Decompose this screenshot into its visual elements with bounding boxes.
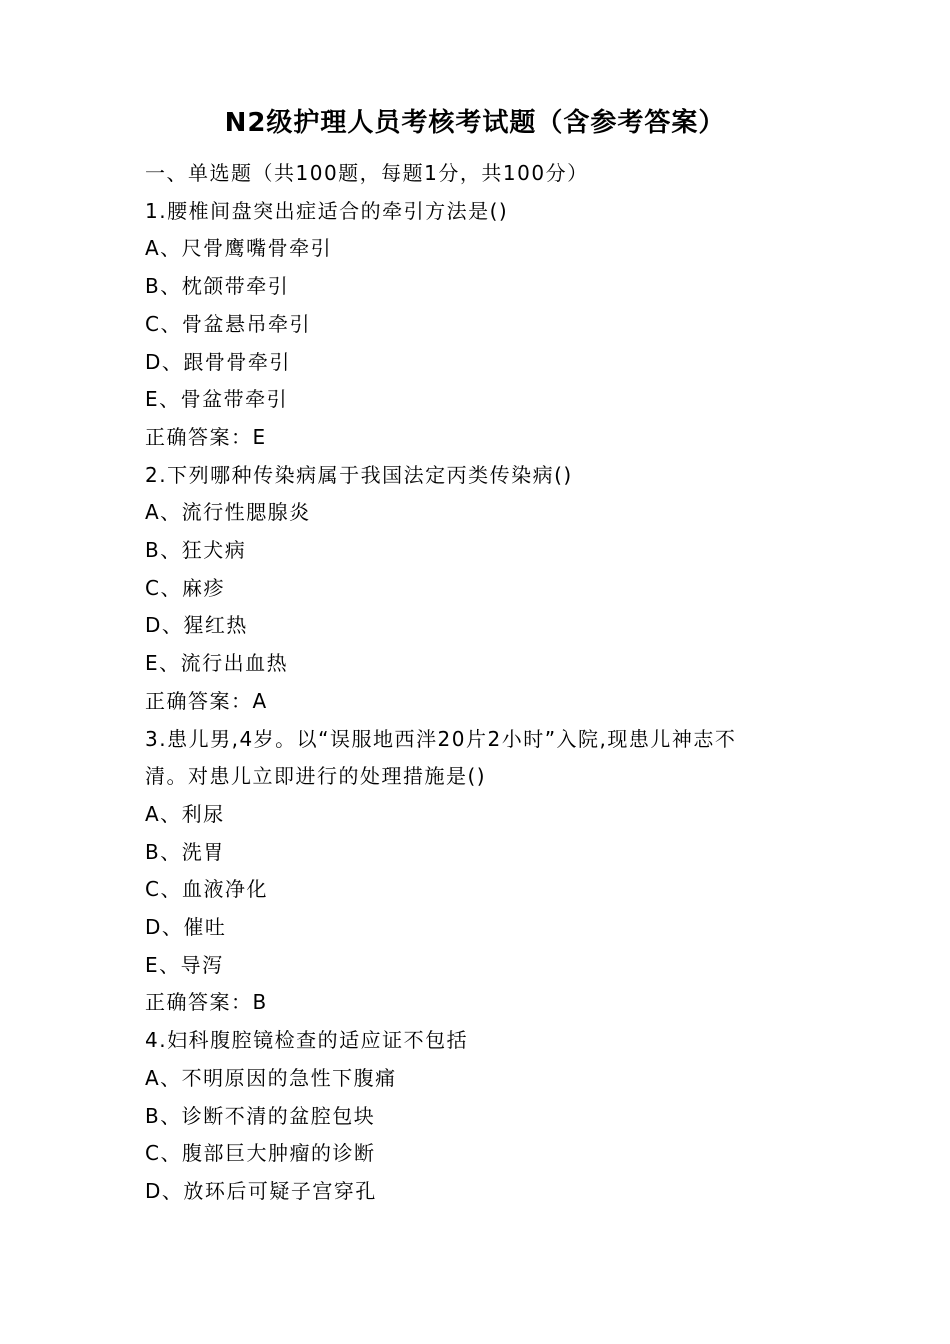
question-stem-line-1: 3.患儿男,4岁。以“误服地西泮20片2小时”入院,现患儿神志不 — [145, 726, 737, 751]
option-b: B、枕颌带牵引 — [145, 274, 290, 299]
answer-line: 正确答案：B — [145, 990, 268, 1015]
option-d: D、放环后可疑子宫穿孔 — [145, 1178, 377, 1203]
section-heading: 一、单选题（共100题，每题1分，共100分） — [145, 161, 589, 185]
document-title: N2级护理人员考核考试题（含参考答案） — [224, 108, 726, 138]
question-2 — [145, 457, 825, 721]
option-c: C、骨盆悬吊牵引 — [145, 311, 311, 336]
option-b: B、洗胃 — [145, 839, 225, 864]
question-4 — [145, 1022, 825, 1211]
option-d: D、催吐 — [145, 915, 227, 940]
option-a: A、不明原因的急性下腹痛 — [145, 1065, 397, 1090]
option-a: A、利尿 — [145, 801, 225, 826]
question-1 — [145, 193, 825, 457]
answer-line: 正确答案：E — [145, 424, 267, 449]
option-c: C、腹部巨大肿瘤的诊断 — [145, 1141, 376, 1166]
option-b: B、狂犬病 — [145, 538, 247, 563]
question-stem: 2.下列哪种传染病属于我国法定丙类传染病() — [145, 462, 573, 487]
option-e: E、流行出血热 — [145, 651, 289, 676]
option-d: D、猩红热 — [145, 613, 248, 638]
question-stem: 1.腰椎间盘突出症适合的牵引方法是() — [145, 198, 509, 223]
question-stem: 4.妇科腹腔镜检查的适应证不包括 — [145, 1028, 469, 1053]
question-3 — [145, 721, 825, 1023]
option-e: E、导泻 — [145, 952, 224, 977]
answer-line: 正确答案：A — [145, 688, 268, 713]
option-c: C、血液净化 — [145, 877, 268, 902]
option-a: A、尺骨鹰嘴骨牵引 — [145, 236, 333, 261]
option-e: E、骨盆带牵引 — [145, 387, 289, 412]
question-stem-line-2: 清。对患儿立即进行的处理措施是() — [145, 764, 487, 789]
option-b: B、诊断不清的盆腔包块 — [145, 1103, 376, 1128]
option-c: C、麻疹 — [145, 575, 225, 600]
document-body — [145, 155, 825, 1211]
option-a: A、流行性腮腺炎 — [145, 500, 311, 525]
option-d: D、跟骨骨牵引 — [145, 349, 291, 374]
